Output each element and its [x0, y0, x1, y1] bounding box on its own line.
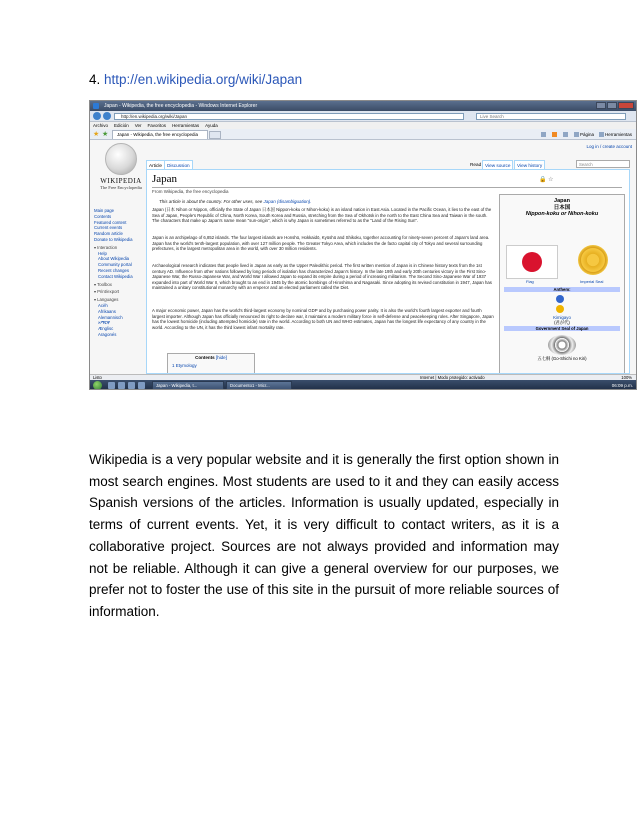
- command-bar: [541, 131, 632, 138]
- article-paragraph-3: Archaeological research indicates that people lived in Japan as early as the Upper Paleolithic period. The first written mention of Japan is in Chinese history texts from the 1st century AD. Influence from other nations followed by long periods of isolation has characterized Japan's history. In the late 19th and early 20th centuries victory in the First Sino-Japanese War, the Russo-Japanese War, and World War I allowed Japan to expand its empire during a period of increasing militarism. The Second Sino-Japanese War of 1937 expanded into part of World War II, which brought to an end in 1945 by the atomic bombings of Hiroshima and Nagasaki. Since adopting its revised constitution in 1947, Japan has maintained a unitary constitutional monarchy with an emperor and an elected parliament called the Diet.: [152, 263, 492, 291]
- menu-archivo[interactable]: Archivo: [93, 123, 109, 128]
- tab-discussion[interactable]: Discussion: [164, 160, 193, 169]
- login-link[interactable]: Log in / create account: [586, 144, 632, 149]
- ie-icon: [93, 103, 99, 109]
- window-controls: [596, 102, 634, 109]
- feeds-icon[interactable]: [552, 131, 558, 138]
- lang-an[interactable]: Aragonés: [98, 331, 117, 337]
- quicklaunch-media-icon[interactable]: [138, 382, 145, 389]
- quicklaunch-folder-icon[interactable]: [118, 382, 125, 389]
- infobox-title: Japan 日本国 Nippon-koku or Nihon-koku: [525, 198, 599, 217]
- tab-view-history[interactable]: View history: [514, 160, 545, 169]
- disambiguation-link[interactable]: Japan (disambiguation).: [263, 199, 312, 204]
- lang-als[interactable]: Alemannisch: [98, 314, 123, 320]
- lock-icon: 🔒: [539, 177, 547, 183]
- title-divider: [152, 187, 622, 188]
- home-icon[interactable]: [541, 131, 547, 138]
- windows-taskbar: [90, 380, 636, 390]
- menu-ver[interactable]: Ver: [134, 123, 142, 128]
- toc-box: [167, 353, 255, 374]
- commentary-paragraph: Wikipedia is a very popular website and it is generally the first option shown in most search engines. Most students are used to it and they can easily access Spanish versions of the articles. Information is usually updated, especially in terms of current events. Yet, it is very difficult to contact writers, as it is a collaborative project. Sources are not always provided and information may not be reliable. Although it can give a general overview for our purposes, we prefer not to foster the use of this site in the pursuit of more reliable sources of information.: [89, 452, 559, 619]
- article-paragraph-2: Japan is an archipelago of 6,852 islands. The four largest islands are Honshū, Hokkaidō, Kyūshū and Shikoku, together accounting for ninety-seven percent of Japan's land area. Japan has the world's tenth-largest population, with over 127 million people. The Greater Tokyo Area, which includes the de facto capital city of Tokyo and several surrounding prefectures, is the largest metropolitan area in the world, with over 30 million residents.: [152, 235, 490, 252]
- logo-title: WIKIPEDIA: [100, 177, 142, 185]
- audio-info-icon[interactable]: [556, 305, 564, 313]
- menu-bar: [90, 122, 636, 129]
- nav-contents[interactable]: Contents: [94, 213, 112, 219]
- seal-caption[interactable]: Imperial Seal: [580, 279, 604, 284]
- print-icon[interactable]: [563, 131, 569, 138]
- menu-herramientas[interactable]: Herramientas: [172, 123, 200, 128]
- nav-random[interactable]: Random article: [94, 231, 123, 237]
- window-title: Japan - Wikipedia, the free encyclopedia - Windows Internet Explorer: [104, 103, 258, 109]
- section-heading: [89, 72, 302, 87]
- start-orb-icon[interactable]: [93, 381, 102, 390]
- tab-japan[interactable]: Japan - Wikipedia, the free encyclopedia: [112, 130, 208, 139]
- anthem-name[interactable]: Kimigayo: [553, 315, 571, 320]
- nav-community[interactable]: Community portal: [98, 262, 132, 268]
- nav-main-page[interactable]: Main page: [94, 208, 115, 213]
- status-text: Listo: [93, 375, 102, 380]
- tab-read[interactable]: Read: [470, 162, 482, 167]
- rising-sun: [522, 252, 542, 272]
- live-search-input[interactable]: Live Search: [476, 113, 626, 120]
- languages-header[interactable]: ▾ Languages: [94, 297, 142, 303]
- page-tabs: [146, 160, 630, 169]
- new-tab-button[interactable]: [209, 131, 221, 139]
- section-number: 4.: [89, 72, 101, 87]
- wiki-search-input[interactable]: Search: [576, 160, 630, 168]
- taskbar-item-browser[interactable]: Japan - Wikipedia, t...: [152, 381, 224, 390]
- audio-play-icon[interactable]: [556, 295, 564, 303]
- seal-motto: 五七桐 (Go-Shichi no Kiri): [537, 356, 587, 361]
- from-wikipedia: From Wikipedia, the free encyclopedia: [152, 189, 229, 194]
- flag-caption[interactable]: Flag: [526, 279, 534, 284]
- wikipedia-globe-icon: [105, 143, 137, 175]
- wikipedia-logo[interactable]: [96, 143, 146, 205]
- forward-icon[interactable]: [103, 112, 111, 120]
- wikipedia-url-link[interactable]: http://en.wikipedia.org/wiki/Japan: [104, 72, 303, 87]
- interaction-header[interactable]: ▾ Interaction: [94, 245, 142, 251]
- back-icon[interactable]: [93, 112, 101, 120]
- article-content: [146, 169, 630, 374]
- print-export-header[interactable]: ▾ Print/export: [94, 289, 142, 295]
- flag-image[interactable]: [506, 245, 558, 279]
- toc-item-etymology[interactable]: 1 Etymology: [172, 363, 197, 368]
- article-paragraph-1: Japan (日本 Nihon or Nippon, officially the State of Japan 日本国 Nippon-koku or Nihon-koku) is an island nation in East Asia. Located in the Pacific Ocean, it lies to the east of the Sea of Japan, People's Republic of China, North Korea, South Korea and Russia, stretching from the Sea of Okhotsk in the north to the East China Sea and Taiwan in the south. The characters that make up Japan's name mean "sun-origin", which is why Japan is sometimes referred to as the "Land of the Rising Sun".: [152, 207, 492, 224]
- nav-recent-changes[interactable]: Recent changes: [98, 267, 130, 273]
- lang-ang[interactable]: Ænglisc: [98, 326, 114, 332]
- system-clock[interactable]: 06:09 p.m.: [611, 383, 633, 388]
- minimize-button[interactable]: [596, 102, 606, 109]
- menu-edicion[interactable]: Edición: [114, 123, 129, 128]
- nav-about[interactable]: About Wikipedia: [98, 256, 130, 262]
- star-icon[interactable]: ☆: [548, 177, 554, 183]
- tab-view-source[interactable]: View source: [482, 160, 513, 169]
- logo-subtitle: The Free Encyclopedia: [100, 185, 142, 190]
- nav-donate[interactable]: Donate to Wikipedia: [94, 236, 133, 242]
- anthem-header: Anthem:: [504, 287, 620, 292]
- nav-help[interactable]: Help: [98, 250, 107, 256]
- government-seal-image[interactable]: [548, 335, 576, 355]
- anthem-jp: (君が代): [554, 320, 570, 325]
- title-icons: [539, 176, 554, 183]
- tab-article[interactable]: Article: [146, 160, 165, 169]
- imperial-seal-image[interactable]: [578, 245, 608, 275]
- article-paragraph-4: A major economic power, Japan has the world's third-largest economy by nominal GDP and by purchasing power parity. It is also the world's fourth largest exporter and fourth largest importer. Although Japan has officially renounced its right to declare war, it maintains a modern military force in self-defense and peacekeeping roles. After Singapore, Japan has the lowest homicide (including attempted homicide) rate in the world. According to both UN and WHO estimates, Japan has the longest life expectancy of any country in the world. According to the UN, it has the third lowest infant mortality rate.: [152, 308, 494, 330]
- wikipedia-page: [90, 140, 636, 374]
- lang-ace[interactable]: Acèh: [98, 302, 108, 308]
- page-menu[interactable]: Página: [574, 131, 594, 138]
- menu-favoritos[interactable]: Favoritos: [147, 123, 167, 128]
- close-button[interactable]: [618, 102, 634, 109]
- nav-current-events[interactable]: Current events: [94, 225, 123, 231]
- nav-featured[interactable]: Featured content: [94, 219, 127, 225]
- zoom-level[interactable]: 100%: [621, 375, 632, 380]
- wiki-sidebar: [94, 208, 142, 338]
- government-seal-header: Government Seal of Japan: [504, 326, 620, 331]
- add-favorites-icon[interactable]: ★: [102, 131, 109, 138]
- address-bar: [90, 111, 636, 122]
- browser-screenshot: [89, 100, 637, 390]
- menu-ayuda[interactable]: Ayuda: [205, 123, 218, 128]
- tabs-bar: [90, 129, 636, 140]
- favorites-star-icon[interactable]: ★: [93, 131, 100, 138]
- article-title: Japan: [152, 173, 178, 185]
- tools-menu[interactable]: Herramientas: [599, 131, 632, 138]
- toolbox-header[interactable]: ▾ Toolbox: [94, 282, 142, 288]
- taskbar-item-word[interactable]: Documento1 - Micr...: [226, 381, 292, 390]
- hatnote: This article is about the country. For other uses, see Japan (disambiguation).: [159, 199, 312, 204]
- maximize-button[interactable]: [607, 102, 617, 109]
- quicklaunch-desktop-icon[interactable]: [128, 382, 135, 389]
- security-zone[interactable]: Internet | Modo protegido: activado: [420, 375, 485, 380]
- lang-af[interactable]: Afrikaans: [98, 308, 116, 314]
- lang-am[interactable]: አማርኛ: [98, 320, 110, 326]
- nav-contact[interactable]: Contact Wikipedia: [98, 273, 133, 279]
- toc-hide-link[interactable]: [hide]: [215, 355, 227, 360]
- toc-title: Contents [hide]: [195, 355, 227, 360]
- infobox: [499, 194, 625, 374]
- address-input[interactable]: http://en.wikipedia.org/wiki/Japan: [114, 113, 464, 120]
- quicklaunch-ie-icon[interactable]: [108, 382, 115, 389]
- window-titlebar: [90, 101, 636, 111]
